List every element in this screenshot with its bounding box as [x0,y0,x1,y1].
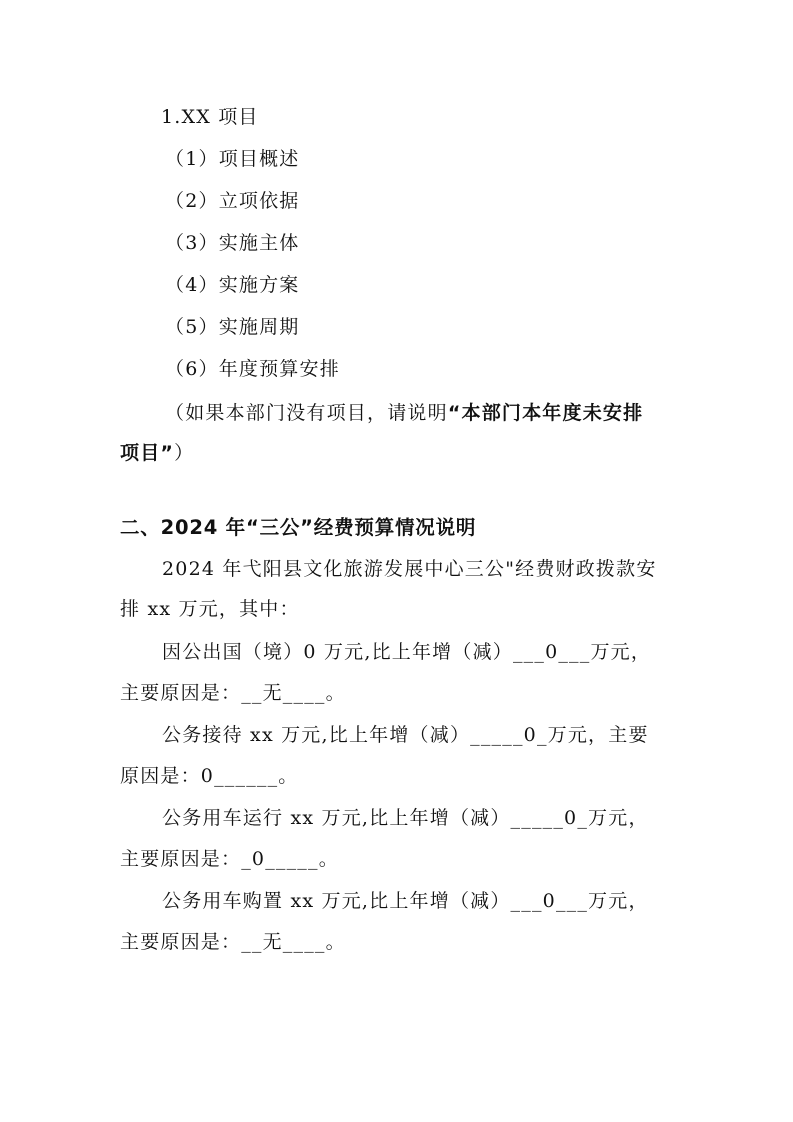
project-note-line-2 [120,441,194,465]
project-item-plan: （4）实施方案 [165,274,300,296]
reception-line-1: 公务接待 xx 万元,比上年增（减）_____0_万元，主要 [162,724,649,746]
sanggong-heading: 二、2024 年“三公”经费预算情况说明 [120,516,477,539]
project-item-basis: （2）立项依据 [165,190,300,212]
abroad-line-2: 主要原因是：__无____。 [120,682,346,704]
project-note-bold-1: “本部门本年度未安排 [447,402,644,424]
sanggong-intro-line-2: 排 xx 万元，其中： [120,598,300,620]
project-note-prefix: （如果本部门没有项目，请说明 [165,402,448,424]
project-item-budget: （6）年度预算安排 [165,358,340,380]
sanggong-intro-line-1: 2024 年弋阳县文化旅游发展中心三公"经费财政拨款安 [162,558,657,580]
vehicle-operation-line-1: 公务用车运行 xx 万元,比上年增（减）_____0_万元， [162,807,649,829]
abroad-line-1: 因公出国（境）0 万元,比上年增（减）___0___万元， [162,641,652,663]
project-note-bold-2: 项目” [120,442,175,464]
vehicle-operation-line-2: 主要原因是：_0_____。 [120,848,339,870]
vehicle-purchase-line-1: 公务用车购置 xx 万元,比上年增（减）___0___万元， [162,890,649,912]
project-item-overview: （1）项目概述 [165,148,300,170]
project-note-line-1 [165,401,643,425]
reception-line-2: 原因是：0______。 [120,765,299,787]
project-item-entity: （3）实施主体 [165,232,300,254]
project-note-suffix: ） [174,442,195,464]
project-item-period: （5）实施周期 [165,316,300,338]
vehicle-purchase-line-2: 主要原因是：__无____。 [120,931,346,953]
project-title: 1.XX 项目 [161,106,259,128]
